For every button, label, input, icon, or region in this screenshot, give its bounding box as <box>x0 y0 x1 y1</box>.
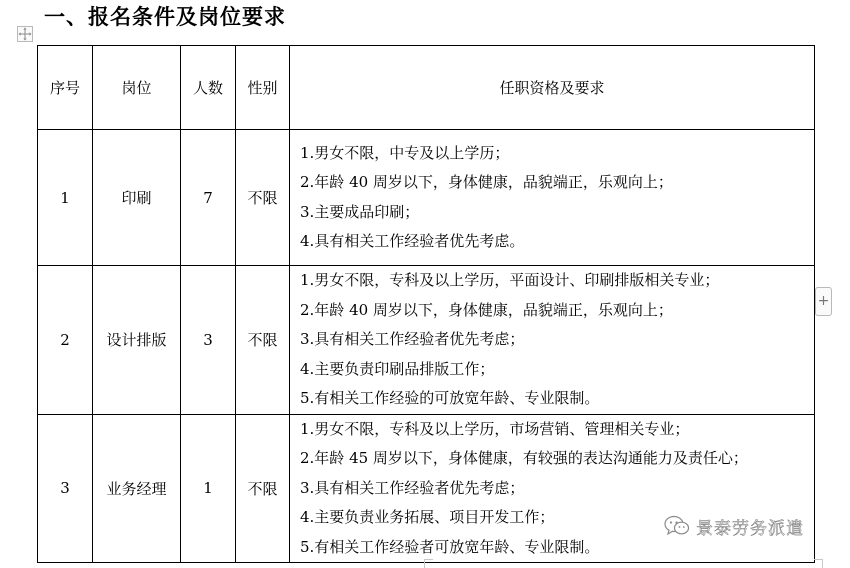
requirement-line: 3.主要成品印刷； <box>300 202 420 221</box>
watermark <box>664 511 804 541</box>
move-cross-icon <box>18 27 32 41</box>
cell-gender: 不限 <box>236 266 290 415</box>
cell-gender: 不限 <box>236 414 290 563</box>
cell-no: 3 <box>38 414 93 563</box>
section-title: 一、报名条件及岗位要求 <box>44 4 286 29</box>
requirement-line: 3.具有相关工作经验者优先考虑； <box>300 478 525 497</box>
cell-requirements <box>290 130 815 266</box>
requirement-line: 4.具有相关工作经验者优先考虑。 <box>300 232 525 250</box>
cell-position: 设计排版 <box>93 266 181 415</box>
page-corner-mark <box>424 559 433 568</box>
requirement-line: 2.年龄 40 周岁以下，身体健康，品貌端正，乐观向上； <box>300 300 673 319</box>
page-corner-mark <box>814 559 823 568</box>
header-gender: 性别 <box>236 46 290 130</box>
table-move-handle[interactable] <box>17 26 33 42</box>
cell-count: 7 <box>181 130 236 266</box>
table-row <box>38 266 815 415</box>
add-row-button[interactable]: + <box>815 287 832 316</box>
requirement-line: 5.有相关工作经验者可放宽年龄、专业限制。 <box>300 537 600 556</box>
requirement-line: 1.男女不限，中专及以上学历； <box>300 143 510 162</box>
cell-no: 2 <box>38 266 93 415</box>
requirements-table <box>37 45 815 563</box>
requirement-line: 2.年龄 40 周岁以下，身体健康，品貌端正，乐观向上； <box>300 173 673 191</box>
table-header-row <box>38 46 815 130</box>
cell-requirements <box>290 266 815 415</box>
cell-no: 1 <box>38 130 93 266</box>
requirement-line: 1.男女不限，专科及以上学历，平面设计、印刷排版相关专业； <box>300 271 720 289</box>
cell-gender: 不限 <box>236 130 290 266</box>
cell-position: 业务经理 <box>93 414 181 563</box>
cell-count: 1 <box>181 414 236 563</box>
requirement-line: 4.主要负责业务拓展、项目开发工作； <box>300 508 555 526</box>
requirement-line: 5.有相关工作经验的可放宽年龄、专业限制。 <box>300 389 600 407</box>
table-row <box>38 130 815 266</box>
requirement-line: 2.年龄 45 周岁以下，身体健康，有较强的表达沟通能力及责任心； <box>300 449 748 467</box>
cell-position: 印刷 <box>93 130 181 266</box>
requirement-line: 4.主要负责印刷品排版工作； <box>300 359 495 378</box>
wechat-icon <box>664 515 690 537</box>
header-no: 序号 <box>38 46 93 130</box>
header-position: 岗位 <box>93 46 181 130</box>
requirement-line: 1.男女不限，专科及以上学历，市场营销、管理相关专业； <box>300 419 690 438</box>
watermark-text: 景泰劳务派遣 <box>696 518 804 539</box>
header-requirements: 任职资格及要求 <box>290 46 815 130</box>
header-count: 人数 <box>181 46 236 130</box>
cell-count: 3 <box>181 266 236 415</box>
requirement-line: 3.具有相关工作经验者优先考虑； <box>300 330 525 348</box>
